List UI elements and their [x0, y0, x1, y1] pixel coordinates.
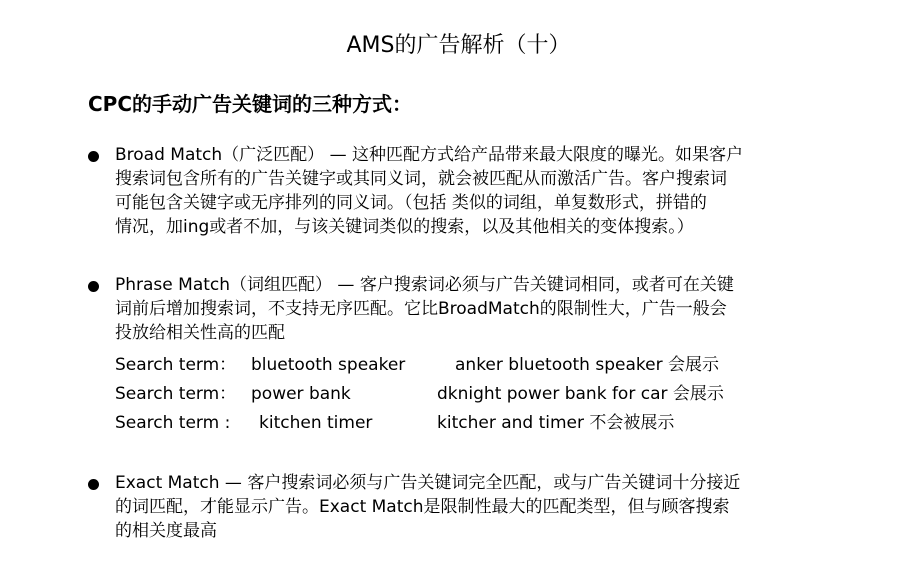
search-term-label: Search term： — [115, 384, 237, 404]
phrase-match-text — [115, 273, 858, 345]
search-term-example-row — [115, 380, 858, 409]
search-term-example-row — [115, 409, 858, 438]
search-term-result: kitcher and timer 不会被展示 — [437, 413, 675, 433]
page-title: AMS的广告解析（十） — [346, 33, 571, 58]
bullet-icon — [88, 281, 99, 292]
section-heading: CPC的手动广告关键词的三种方式： — [88, 92, 413, 116]
broad-match-item — [88, 143, 858, 239]
search-term-keyword: bluetooth speaker — [251, 355, 406, 375]
text-line: Phrase Match（词组匹配） — 客户搜索词必须与广告关键词相同，或者可在关键 — [115, 275, 734, 295]
exact-match-item — [88, 471, 858, 543]
exact-match-text — [115, 471, 858, 543]
text-line: Broad Match（广泛匹配） — 这种匹配方式给产品带来最大限度的曝光。如果客户 — [115, 145, 743, 165]
search-term-example-row — [115, 351, 858, 380]
search-term-result: dknight power bank for car 会展示 — [437, 384, 724, 404]
text-line: 情况，加ing或者不加，与该关键词类似的搜索，以及其他相关的变体搜索。） — [115, 217, 694, 237]
text-line: 词前后增加搜索词，不支持无序匹配。它比BroadMatch的限制性大，广告一般会 — [115, 299, 727, 319]
text-line: 搜索词包含所有的广告关键字或其同义词，就会被匹配从而激活广告。客户搜索词 — [115, 169, 727, 189]
search-term-keyword: kitchen timer — [259, 413, 373, 433]
search-term-label: Search term： — [115, 355, 237, 375]
search-term-label: Search term : — [115, 413, 231, 433]
text-line: Exact Match — 客户搜索词必须与广告关键词完全匹配，或与广告关键词十分接近 — [115, 473, 741, 493]
search-term-keyword: power bank — [251, 384, 351, 404]
text-line: 投放给相关性高的匹配 — [115, 323, 285, 343]
text-line: 的相关度最高 — [115, 521, 217, 541]
phrase-match-item — [88, 273, 858, 438]
bullet-icon — [88, 151, 99, 162]
text-line: 可能包含关键字或无序排列的同义词。（包括 类似的词组，单复数形式，拼错的 — [115, 193, 707, 213]
text-line: 的词匹配，才能显示广告。Exact Match是限制性最大的匹配类型，但与顾客搜索 — [115, 497, 730, 517]
bullet-icon — [88, 479, 99, 490]
broad-match-text — [115, 143, 858, 239]
search-term-result: anker bluetooth speaker 会展示 — [455, 355, 719, 375]
